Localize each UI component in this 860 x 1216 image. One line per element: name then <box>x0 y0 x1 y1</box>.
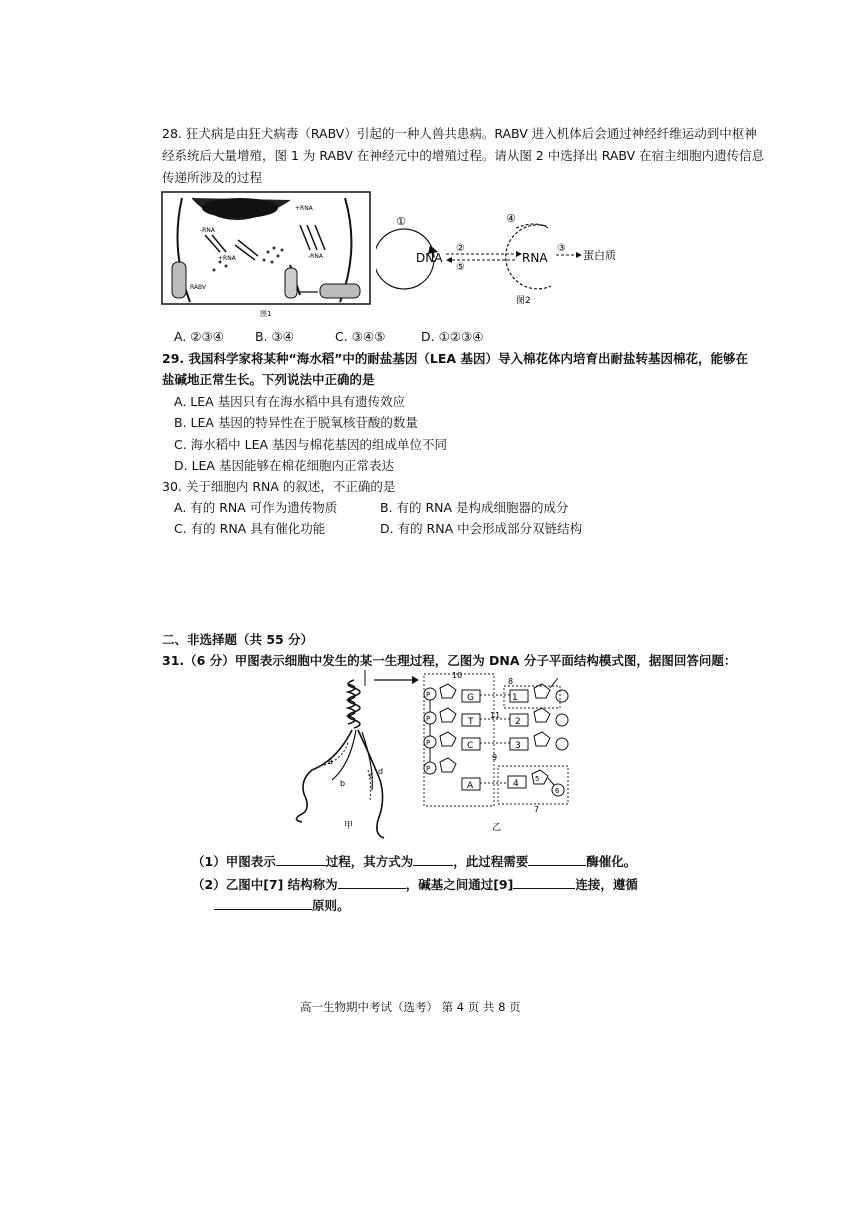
fig2-dna: DNA <box>416 251 443 265</box>
yi-phosphate-4: P <box>426 765 431 773</box>
figure-2 <box>376 208 626 310</box>
q30-option-d: D. 有的 RNA 中会形成部分双链结构 <box>380 521 583 536</box>
fig2-caption: 图2 <box>516 296 531 306</box>
figure-yi <box>416 666 580 836</box>
fig2-n5: ⑤ <box>456 262 465 273</box>
section-heading: 二、非选择题（共 55 分） <box>162 632 314 647</box>
yi-n2: 2 <box>515 717 521 727</box>
q31-sub1 <box>192 852 636 871</box>
fig1-label-rabv: RABV <box>190 284 207 291</box>
q29-line2: 盐碱地正常生长。下列说法中正确的是 <box>162 372 375 387</box>
q31-sub1-part-b: 过程，其方式为 <box>325 854 414 869</box>
q30-option-b: B. 有的 RNA 是构成细胞器的成分 <box>380 500 569 515</box>
yi-n11: 11 <box>490 711 501 720</box>
fig2-n1: ① <box>396 215 406 228</box>
q30-line1: 30. 关于细胞内 RNA 的叙述，不正确的是 <box>162 479 396 494</box>
yi-phosphate-2: P <box>426 715 431 723</box>
yi-n8: 8 <box>508 677 514 686</box>
q31-sub1-part-c: ，此过程需要 <box>453 854 529 869</box>
fig2-n3: ③ <box>557 243 566 254</box>
yi-n3: 3 <box>515 741 521 751</box>
q29-option-c: C. 海水稻中 LEA 基因与棉花基因的组成单位不同 <box>174 437 448 452</box>
q31-sub2-part-a: （2）乙图中[7] 结构称为 <box>192 877 338 892</box>
yi-n7: 7 <box>534 805 540 814</box>
q30-option-c: C. 有的 RNA 具有催化功能 <box>174 521 326 536</box>
yi-n9: 9 <box>492 753 498 762</box>
jia-caption: 甲 <box>344 821 354 831</box>
yi-base-c: C <box>467 741 474 751</box>
q31-sub1-part-a: （1）甲图表示 <box>192 854 276 869</box>
yi-base-g: G <box>467 693 474 703</box>
q29-option-b: B. LEA 基因的特异性在于脱氧核苷酸的数量 <box>174 415 418 430</box>
blank-bond-9[interactable] <box>513 875 575 889</box>
yi-n4: 4 <box>513 779 519 789</box>
fig1-label-rna-left: -RNA <box>200 227 215 234</box>
yi-phosphate-1: P <box>426 691 431 699</box>
q31-sub2-part-b: ，碱基之间通过[9] <box>405 877 514 892</box>
figure-jia <box>282 670 412 840</box>
q28-option-d: D. ①②③④ <box>421 329 484 344</box>
page-footer: 高一生物期中考试（选考） 第 4 页 共 8 页 <box>300 1000 521 1014</box>
fig2-n4: ④ <box>506 212 516 225</box>
yi-base-t: T <box>468 717 474 727</box>
yi-n5: 5 <box>535 775 540 783</box>
fig2-n2: ② <box>456 243 465 254</box>
figure-1 <box>160 190 372 320</box>
jia-label-b: b <box>340 779 346 788</box>
yi-caption: 乙 <box>492 823 502 833</box>
q31-sub2 <box>192 875 638 894</box>
q29-line1: 29. 我国科学家将某种“海水稻”中的耐盐基因（LEA 基因）导入棉花体内培育出耐盐转基因棉花，能够在 <box>162 351 748 366</box>
jia-label-c: c <box>369 771 374 780</box>
yi-n10: 10 <box>452 671 463 680</box>
fig1-label-rna-mid: +RNA <box>218 255 236 262</box>
q29-option-a: A. LEA 基因只有在海水稻中具有遗传效应 <box>174 394 406 409</box>
q28-option-c: C. ③④⑤ <box>335 329 386 344</box>
blank-structure-7[interactable] <box>338 875 406 889</box>
yi-phosphate-3: P <box>426 739 431 747</box>
q28-option-a: A. ②③④ <box>174 329 224 344</box>
blank-enzyme[interactable] <box>528 852 586 866</box>
q31-sub2-part-c: 连接，遵循 <box>575 877 638 892</box>
q30-option-a: A. 有的 RNA 可作为遗传物质 <box>174 500 338 515</box>
q28-line1: 28. 狂犬病是由狂犬病毒（RABV）引起的一种人兽共患病。RABV 进入机体后会通过神经纤维运动到中枢神 <box>162 126 757 141</box>
q31-sub2-cont <box>214 896 350 915</box>
arrow-jia-to-yi <box>372 672 422 688</box>
q28-line2: 经系统后大量增殖，图 1 为 RABV 在神经元中的增殖过程。请从图 2 中选择出 RABV 在宿主细胞内遗传信息 <box>162 148 765 163</box>
jia-label-d: d <box>378 767 384 776</box>
fig1-label-rna-right: -RNA <box>308 253 323 260</box>
fig1-caption: 图1 <box>260 310 272 318</box>
blank-process[interactable] <box>276 852 326 866</box>
fig2-rna: RNA <box>522 251 548 265</box>
q31-line1: 31.（6 分）甲图表示细胞中发生的某一生理过程，乙图为 DNA 分子平面结构模式图，据图回答问题： <box>162 653 737 668</box>
yi-n6: 6 <box>555 787 560 795</box>
jia-label-a: a <box>328 757 333 766</box>
q28-option-b: B. ③④ <box>255 329 294 344</box>
q28-line3: 传递所涉及的过程 <box>162 170 263 185</box>
q29-option-d: D. LEA 基因能够在棉花细胞内正常表达 <box>174 458 394 473</box>
yi-base-a: A <box>467 781 474 791</box>
blank-method[interactable] <box>413 852 453 866</box>
q31-sub1-part-d: 酶催化。 <box>586 854 637 869</box>
q31-sub2-part-d: 原则。 <box>312 898 350 913</box>
fig1-label-rna-top: +RNA <box>295 205 313 212</box>
fig2-protein: 蛋白质 <box>583 249 616 262</box>
blank-principle[interactable] <box>214 896 312 910</box>
yi-n1: 1 <box>512 693 518 703</box>
